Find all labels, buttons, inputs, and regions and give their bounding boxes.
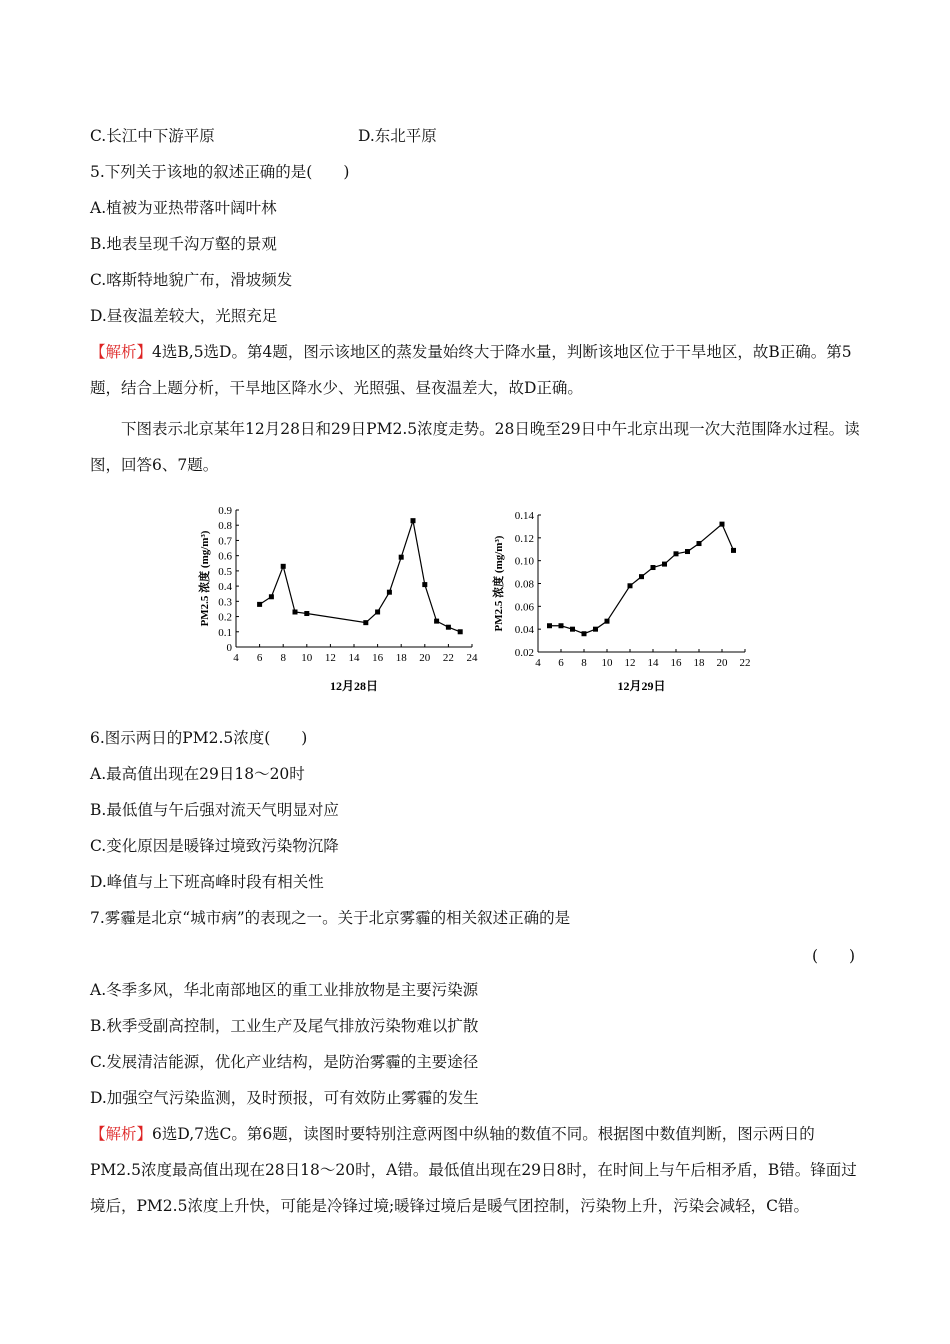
- x-tick-label: 20: [716, 657, 728, 669]
- data-point: [662, 562, 667, 567]
- data-point: [257, 602, 262, 607]
- analysis-text: 4选B,5选D。第4题，图示该地区的蒸发量始终大于降水量，判断该地区位于干旱地区，故B正确。第5题，结合上题分析，干旱地区降水少、光照强、昼夜温差大，故D正确。: [90, 343, 852, 397]
- x-tick-label: 14: [647, 657, 659, 669]
- y-tick-label: 0.5: [218, 565, 232, 578]
- y-axis-label: PM2.5 浓度 (mg/m³): [199, 530, 211, 627]
- data-point: [387, 590, 392, 595]
- data-point: [593, 627, 598, 632]
- x-tick-label: 6: [558, 657, 564, 669]
- x-tick-label: 6: [256, 652, 263, 664]
- data-point: [582, 631, 587, 636]
- data-point: [639, 574, 644, 579]
- y-tick-label: 0.14: [514, 510, 534, 522]
- data-point: [375, 609, 380, 614]
- analysis-4-5: [90, 334, 860, 406]
- data-point: [628, 583, 633, 588]
- q7-option-d: D.加强空气污染监测，及时预报，可有效防止雾霾的发生: [90, 1089, 479, 1107]
- y-tick-label: 0.06: [514, 601, 534, 614]
- data-point: [570, 627, 575, 632]
- x-tick-label: 22: [442, 652, 454, 664]
- y-tick-label: 0.08: [514, 578, 534, 591]
- q4-option-c: C.长江中下游平原: [90, 127, 215, 145]
- y-tick-label: 0.7: [218, 535, 232, 548]
- pm25-charts: [190, 500, 770, 710]
- chart-dec-29: [491, 510, 751, 693]
- x-tick-label: 12: [324, 652, 336, 664]
- x-tick-label: 24: [466, 652, 478, 664]
- data-point: [304, 611, 309, 616]
- data-point: [697, 541, 702, 546]
- data-point: [434, 619, 439, 624]
- data-point: [674, 551, 679, 556]
- data-point: [363, 620, 368, 625]
- q6-stem: 6.图示两日的PM2.5浓度( ): [90, 729, 308, 747]
- q5-option-c: C.喀斯特地貌广布，滑坡频发: [90, 271, 293, 289]
- q7-option-c: C.发展清洁能源，优化产业结构，是防治雾霾的主要途径: [90, 1053, 479, 1071]
- data-point: [293, 609, 298, 614]
- chart-dec-28: [197, 505, 478, 693]
- chart-intro: 下图表示北京某年12月28日和29日PM2.5浓度走势。28日晚至29日中午北京出现一次大范围降水过程。读图，回答6、7题。: [90, 420, 860, 474]
- data-point: [446, 625, 451, 630]
- data-point: [605, 619, 610, 624]
- data-point: [685, 549, 690, 554]
- analysis-6-7: [90, 1116, 860, 1224]
- data-point: [731, 548, 736, 553]
- x-tick-label: 16: [372, 652, 384, 664]
- data-point: [422, 582, 427, 587]
- data-point: [399, 555, 404, 560]
- data-point: [720, 522, 725, 527]
- q5-option-d: D.昼夜温差较大，光照充足: [90, 307, 278, 325]
- y-tick-label: 0.02: [514, 647, 534, 659]
- series-line: [260, 521, 461, 632]
- analysis-text: 6选D,7选C。第6题，读图时要特别注意两图中纵轴的数值不同。根据图中数值判断，图示两日的PM2.5浓度最高值出现在28日18～20时，A错。最低值出现在29日8时，在时间上与午后相矛盾，B错。锋面过境后，PM2.5浓度上升快，可能是冷锋过境;暖锋过境后是暖气团控制，污染物上升，污染会减轻，C错。: [90, 1125, 857, 1215]
- q7-answer-paren: ( ): [812, 947, 856, 965]
- x-tick-label: 14: [348, 652, 360, 664]
- x-tick-label: 22: [739, 657, 751, 669]
- q6-option-c: C.变化原因是暖锋过境致污染物沉降: [90, 837, 339, 855]
- x-tick-label: 8: [581, 657, 587, 669]
- q7-option-b: B.秋季受副高控制，工业生产及尾气排放污染物难以扩散: [90, 1017, 479, 1035]
- y-tick-label: 0.12: [514, 532, 534, 545]
- x-tick-label: 10: [301, 652, 313, 664]
- x-tick-label: 4: [233, 652, 239, 664]
- y-tick-label: 0.2: [218, 611, 232, 624]
- data-point: [411, 518, 416, 523]
- y-tick-label: 0: [226, 642, 232, 654]
- y-tick-label: 0.04: [514, 624, 534, 637]
- y-tick-label: 0.9: [218, 505, 232, 517]
- y-tick-label: 0.8: [218, 520, 232, 533]
- y-tick-label: 0.10: [514, 555, 534, 568]
- y-tick-label: 0.1: [218, 626, 232, 639]
- q5-option-b: B.地表呈现千沟万壑的景观: [90, 235, 277, 253]
- y-tick-label: 0.6: [218, 550, 232, 563]
- q5-stem: 5.下列关于该地的叙述正确的是( ): [90, 163, 350, 181]
- q7-option-a: A.冬季多风，华北南部地区的重工业排放物是主要污染源: [90, 981, 479, 999]
- data-point: [281, 564, 286, 569]
- chart-title: 12月29日: [617, 679, 666, 693]
- data-point: [458, 629, 463, 634]
- y-tick-label: 0.4: [218, 581, 232, 594]
- x-tick-label: 20: [419, 652, 431, 664]
- data-point: [651, 565, 656, 570]
- analysis-tag: 【解析】: [90, 1125, 153, 1143]
- x-tick-label: 12: [624, 657, 636, 669]
- data-point: [547, 623, 552, 628]
- data-point: [269, 594, 274, 599]
- q7-stem: 7.雾霾是北京“城市病”的表现之一。关于北京雾霾的相关叙述正确的是: [90, 909, 571, 927]
- chart-title: 12月28日: [329, 679, 379, 693]
- y-axis-label: PM2.5 浓度 (mg/m³): [493, 535, 505, 632]
- q4-option-d: D.东北平原: [358, 127, 437, 145]
- x-tick-label: 16: [670, 657, 682, 669]
- y-tick-label: 0.3: [218, 596, 232, 609]
- x-tick-label: 18: [693, 657, 705, 669]
- data-point: [559, 623, 564, 628]
- q5-option-a: A.植被为亚热带落叶阔叶林: [90, 199, 277, 217]
- x-tick-label: 8: [280, 652, 286, 664]
- q6-option-a: A.最高值出现在29日18～20时: [90, 765, 305, 783]
- analysis-tag: 【解析】: [90, 343, 153, 361]
- q6-option-d: D.峰值与上下班高峰时段有相关性: [90, 873, 324, 891]
- q6-option-b: B.最低值与午后强对流天气明显对应: [90, 801, 339, 819]
- x-tick-label: 10: [601, 657, 613, 669]
- x-tick-label: 18: [395, 652, 407, 664]
- x-tick-label: 4: [535, 657, 541, 669]
